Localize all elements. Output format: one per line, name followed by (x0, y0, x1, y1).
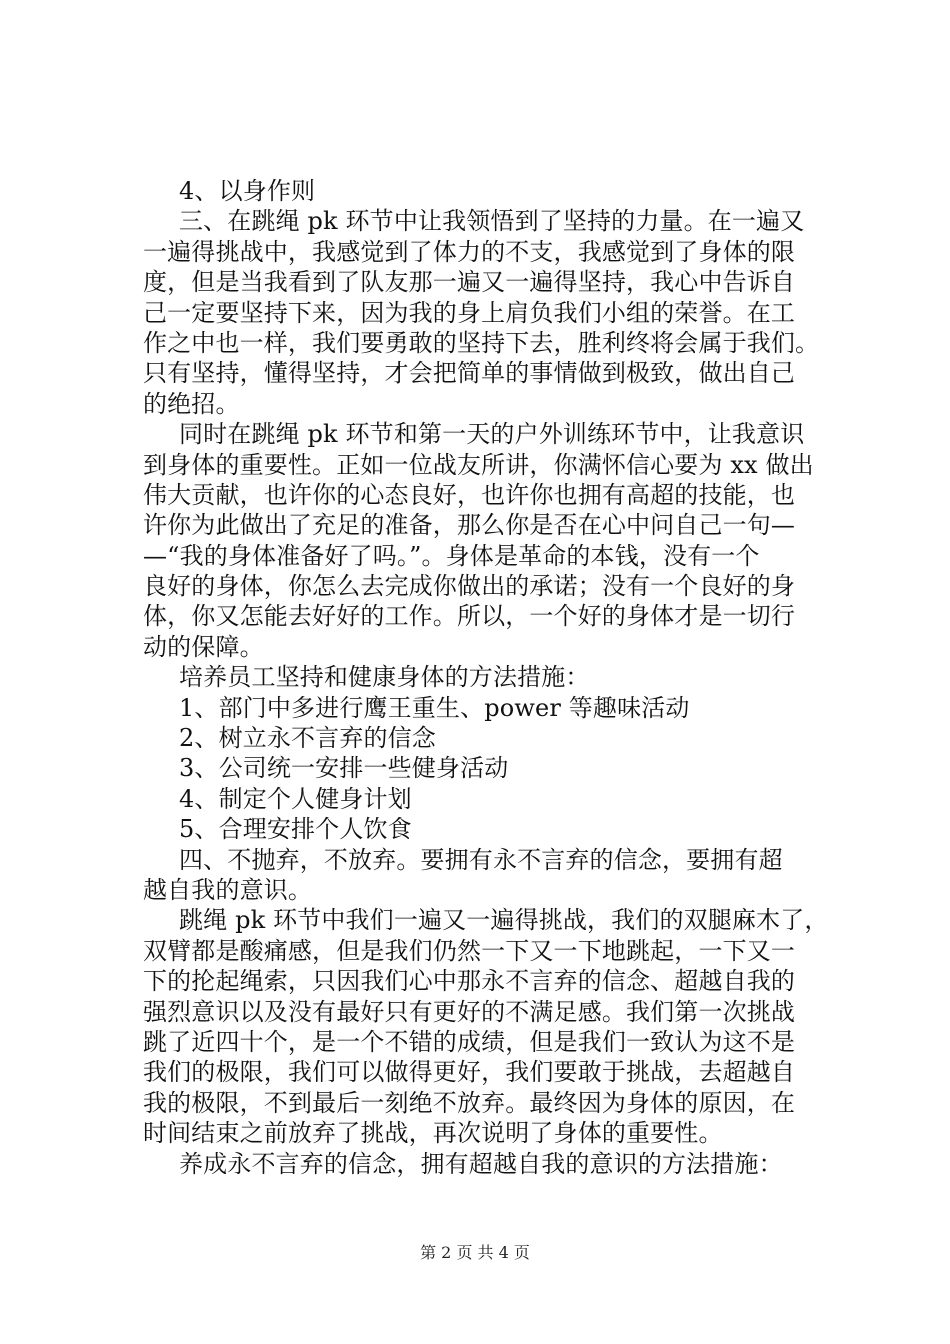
paragraph-line: 度，但是当我看到了队友那一遍又一遍得坚持，我心中告诉自 (143, 268, 796, 297)
paragraph-line: 越自我的意识。 (143, 875, 313, 904)
paragraph-line: 我的极限，不到最后一刻绝不放弃。最终因为身体的原因，在 (143, 1088, 796, 1117)
list-item: 3、公司统一安排一些健身活动 (179, 754, 509, 783)
paragraph-line: 时间结束之前放弃了挑战，再次说明了身体的重要性。 (143, 1119, 723, 1148)
measures-heading: 培养员工坚持和健康身体的方法措施： (179, 663, 590, 692)
section-four-heading-line: 四、不抛弃，不放弃。要拥有永不言弃的信念，要拥有超 (179, 845, 783, 874)
paragraph-start-line: 同时在跳绳 pk 环节和第一天的户外训练环节中，让我意识 (179, 420, 805, 449)
paragraph-line: 伟大贡献，也许你的心态良好，也许你也拥有高超的技能，也 (143, 480, 796, 509)
paragraph-line: —“我的身体准备好了吗。”。身体是革命的本钱，没有一个 (143, 541, 760, 570)
paragraph-line: 的绝招。 (143, 389, 240, 418)
section-three-heading-line: 三、在跳绳 pk 环节中让我领悟到了坚持的力量。在一遍又 (179, 207, 805, 236)
measures-heading: 养成永不言弃的信念，拥有超越自我的意识的方法措施： (179, 1149, 783, 1178)
paragraph-line: 体，你又怎能去好好的工作。所以，一个好的身体才是一切行 (143, 602, 796, 631)
paragraph-line: 一遍得挑战中，我感觉到了体力的不支，我感觉到了身体的限 (143, 237, 796, 266)
list-item-lead-by-example: 4、以身作则 (179, 177, 316, 205)
paragraph-line: 双臂都是酸痛感，但是我们仍然一下又一下地跳起，一下又一 (143, 936, 796, 965)
list-item: 4、制定个人健身计划 (179, 784, 412, 813)
paragraph-line: 跳了近四十个，是一个不错的成绩，但是我们一致认为这不是 (143, 1027, 796, 1056)
paragraph-line: 作之中也一样，我们要勇敢的坚持下去，胜利终将会属于我们。 (143, 328, 820, 357)
paragraph-line: 只有坚持，懂得坚持，才会把简单的事情做到极致，做出自己 (143, 359, 796, 388)
paragraph-line: 己一定要坚持下来，因为我的身上肩负我们小组的荣誉。在工 (143, 298, 796, 327)
list-item: 2、树立永不言弃的信念 (179, 724, 436, 753)
list-item: 5、合理安排个人饮食 (179, 815, 412, 844)
paragraph-line: 到身体的重要性。正如一位战友所讲，你满怀信心要为 xx 做出 (143, 450, 814, 479)
document-body (143, 176, 835, 1179)
paragraph-line: 动的保障。 (143, 632, 264, 661)
paragraph-line: 强烈意识以及没有最好只有更好的不满足感。我们第一次挑战 (143, 997, 796, 1026)
paragraph-line: 良好的身体，你怎么去完成你做出的承诺；没有一个良好的身 (143, 572, 796, 601)
paragraph-line: 许你为此做出了充足的准备，那么你是否在心中问自己一句— (143, 511, 796, 540)
paragraph-line: 我们的极限，我们可以做得更好，我们要敢于挑战，去超越自 (143, 1058, 796, 1087)
page-number-footer: 第 2 页 共 4 页 (420, 1243, 530, 1262)
list-item: 1、部门中多进行鹰王重生、power 等趣味活动 (179, 693, 690, 722)
paragraph-line: 下的抡起绳索，只因我们心中那永不言弃的信念、超越自我的 (143, 967, 796, 996)
paragraph-start-line: 跳绳 pk 环节中我们一遍又一遍得挑战，我们的双腿麻木了， (179, 906, 829, 935)
